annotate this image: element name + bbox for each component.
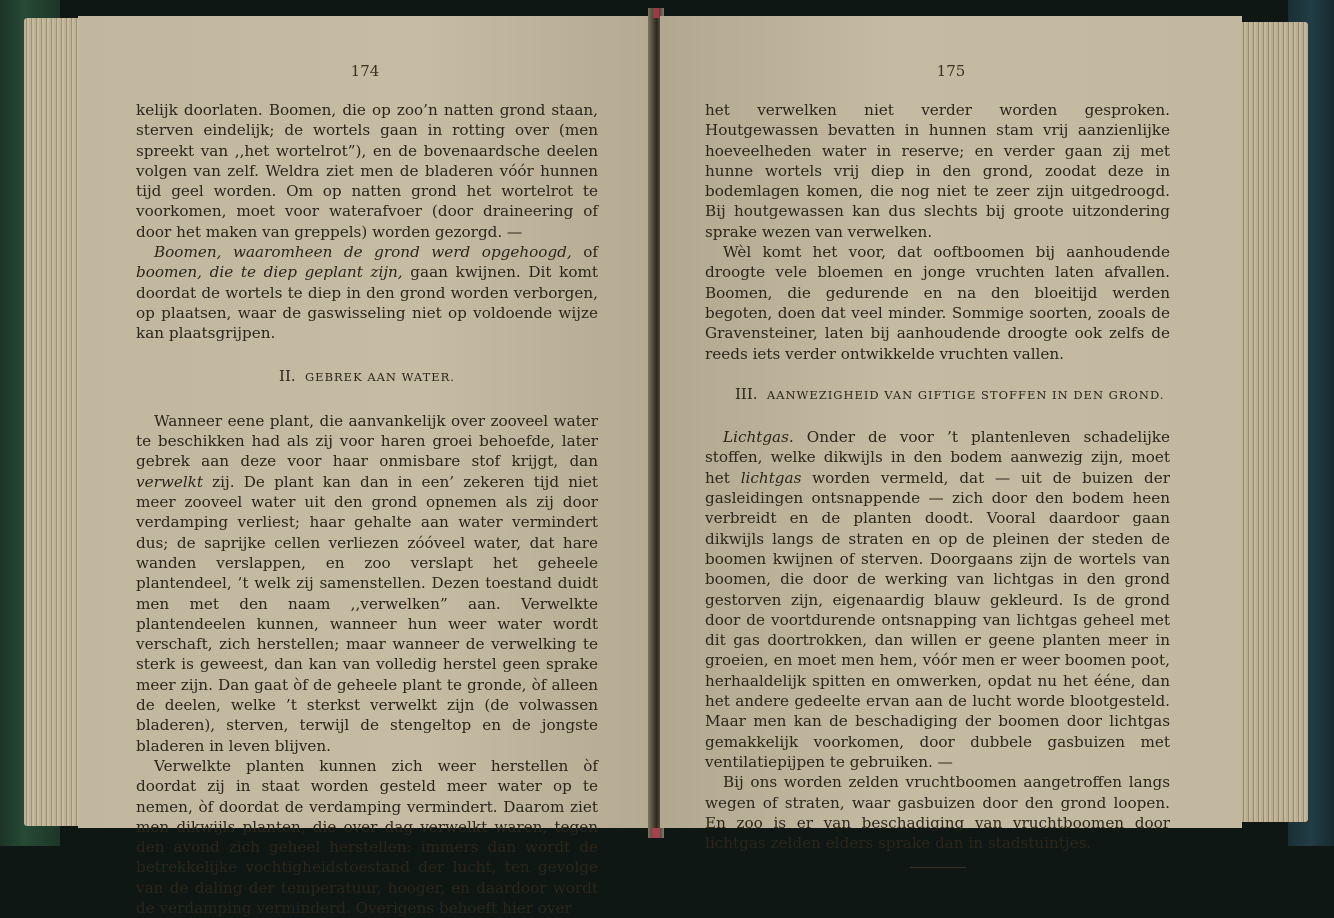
right-paragraph-2: Wèl komt het voor, dat ooftboomen bij aanhoudende droogte vele bloemen en jonge vruchten laten afvallen. Boomen, die gedurende en na den bloeitijd werden begoten, doen dat veel minder. Sommige soorten, zooals de Gravensteiner, laten bij aanhoudende droogte ook zelfs de reeds iets verder ontwikkelde vruchten vallen. (705, 243, 1170, 363)
page-edges-right (1236, 22, 1308, 822)
section-heading-ii-title: GEBREK AAN WATER. (304, 369, 455, 384)
left-page (78, 16, 652, 917)
left-page-text (136, 100, 598, 918)
left-paragraph-3 (136, 411, 598, 756)
section-heading-ii-number: II. (279, 366, 296, 385)
section-heading-iii (705, 384, 1170, 405)
page-number-right: 175 (936, 62, 966, 80)
left-paragraph-1: kelijk doorlaten. Boomen, die op zoo’n natten grond staan, sterven eindelijk; de wortels gaan in rotting over (men spreekt van ,,het wortelrot”), en de bovenaardsche deelen volgen van zelf. Weldra ziet men de bladeren vóór hunnen tijd geel worden. Om op natten grond het wortelrot te voorkomen, moet voor waterafvoer (door draineering of door het maken van greppels) worden gezorgd. — (136, 101, 598, 241)
right-paragraph-1: het verwelken niet verder worden gesproken. Houtgewassen bevatten in hunnen stam vrij aanzienlijke hoeveelheden water in reserve; en verder gaan zij met hunne wortels vrij diep in den grond, zoodat deze in bodemlagen komen, die nog niet te zeer zijn uitgedroogd. Bij houtgewassen kan dus slechts bij groote uitzondering sprake wezen van verwelken. (705, 101, 1170, 241)
left-paragraph-2-italic: Boomen, waaromheen de grond werd opgehoogd, (154, 243, 572, 262)
right-paragraph-3-italic: Lichtgas. (723, 428, 794, 447)
left-paragraph-4: Verwelkte planten kunnen zich weer herstellen òf doordat zij in staat worden gesteld meer water op te nemen, òf doordat de verdamping vermindert. Daarom ziet men dikwijls planten, die over dag verwelkt waren, tegen den avond zich geheel herstellen: immers dan wordt de betrekkelijke vochtigheidstoestand der lucht, ten gevolge van de daling der temperatuur, hooger, en daardoor wordt de verdamping verminderd. Overigens behoeft hier over (136, 756, 598, 917)
right-paragraph-3-italic-2: lichtgas (740, 468, 802, 487)
right-paragraph-3-b: worden vermeld, dat — uit de buizen der gasleidingen ontsnappende — zich door den bodem heen verbreidt en de planten doodt. Vooral daardoor gaan dikwijls langs de straten en op de pleinen der steden de boomen kwijnen of sterven. Doorgaans zijn de wortels van boomen, die door de werking van lichtgas in den grond gestorven zijn, eigenaardig blauw gekleurd. Is de grond door de voortdurende ontsnapping van lichtgas geheel met dit gas doortrokken, dan willen er geene planten meer in groeien, en moet men hem, vóór men er weer boomen poot, herhaaldelijk spitten en omwerken, opdat nu het ééne, dan het andere gedeelte ervan aan de lucht worde blootgesteld. Maar men kan de beschadiging der boomen door lichtgas gemakkelijk voorkomen, door dubbele gasbuizen met ventilatiepijpen te gebruiken. — (705, 468, 1170, 771)
right-paragraph-3-a: Onder de voor ’t plantenleven schadelijke stoffen, welke dikwijls in den bodem aanwezig zijn, moet het (705, 428, 1170, 487)
right-page (660, 16, 1242, 853)
left-paragraph-2-mid: of (571, 243, 599, 262)
page-edges-left (24, 18, 84, 826)
right-paragraph-3 (705, 427, 1170, 772)
section-heading-ii (136, 366, 598, 387)
section-heading-iii-title: AANWEZIGHEID VAN GIFTIGE STOFFEN IN DEN GROND. (766, 387, 1165, 402)
right-page-text (705, 100, 1170, 868)
left-paragraph-3-rest: zij. De plant kan dan in een’ zekeren tijd niet meer zooveel water uit den grond opnemen als zij door verdamping verliest; haar gehalte aan water vermindert dus; de saprijke cellen verliezen zóóveel water, dat hare wanden verslappen, en zoo verslapt het geheele plantendeel, ’t welk zij samenstellen. Dezen toestand duidt men met den naam ,,verwelken” aan. Verwelkte plantendeelen kunnen, wanneer hun weer water wordt verschaft, zich herstellen; maar wanneer de verwelking te sterk is geweest, dan kan van volledig herstel geen sprake meer zijn. Dan gaat òf de geheele plant te gronde, òf alleen de deelen, welke ’t sterkst verwelkt zijn (de volwassen bladeren), sterven, terwijl de stengeltop en de jongste bladeren in leven blijven. (136, 472, 598, 755)
headband-top (653, 8, 659, 18)
page-number-left: 174 (350, 62, 380, 80)
right-paragraph-4: Bij ons worden zelden vruchtboomen aangetroffen langs wegen of straten, waar gasbuizen door den grond loopen. En zoo is er van beschadiging van vruchtboomen door lichtgas zelden elders sprake dan in stadstuintjes. (705, 773, 1170, 853)
section-end-rule (910, 867, 966, 868)
left-paragraph-2-italic-2: boomen, die te diep geplant zijn, (136, 263, 403, 282)
headband-bottom (652, 828, 660, 838)
left-paragraph-2-rest: gaan kwijnen. Dit komt doordat de wortels te diep in den grond worden verborgen, op plaatsen, waar de gaswisseling niet op voldoende wijze kan plaatsgrijpen. (136, 263, 599, 343)
left-paragraph-3-italic: verwelkt (136, 472, 203, 491)
left-paragraph-2 (136, 242, 598, 343)
section-heading-iii-number: III. (735, 384, 758, 403)
left-paragraph-3-start: Wanneer eene plant, die aanvankelijk over zooveel water te beschikken had als zij voor haren groei behoefde, later gebrek aan deze voor haar onmisbare stof krijgt, dan (136, 411, 598, 471)
